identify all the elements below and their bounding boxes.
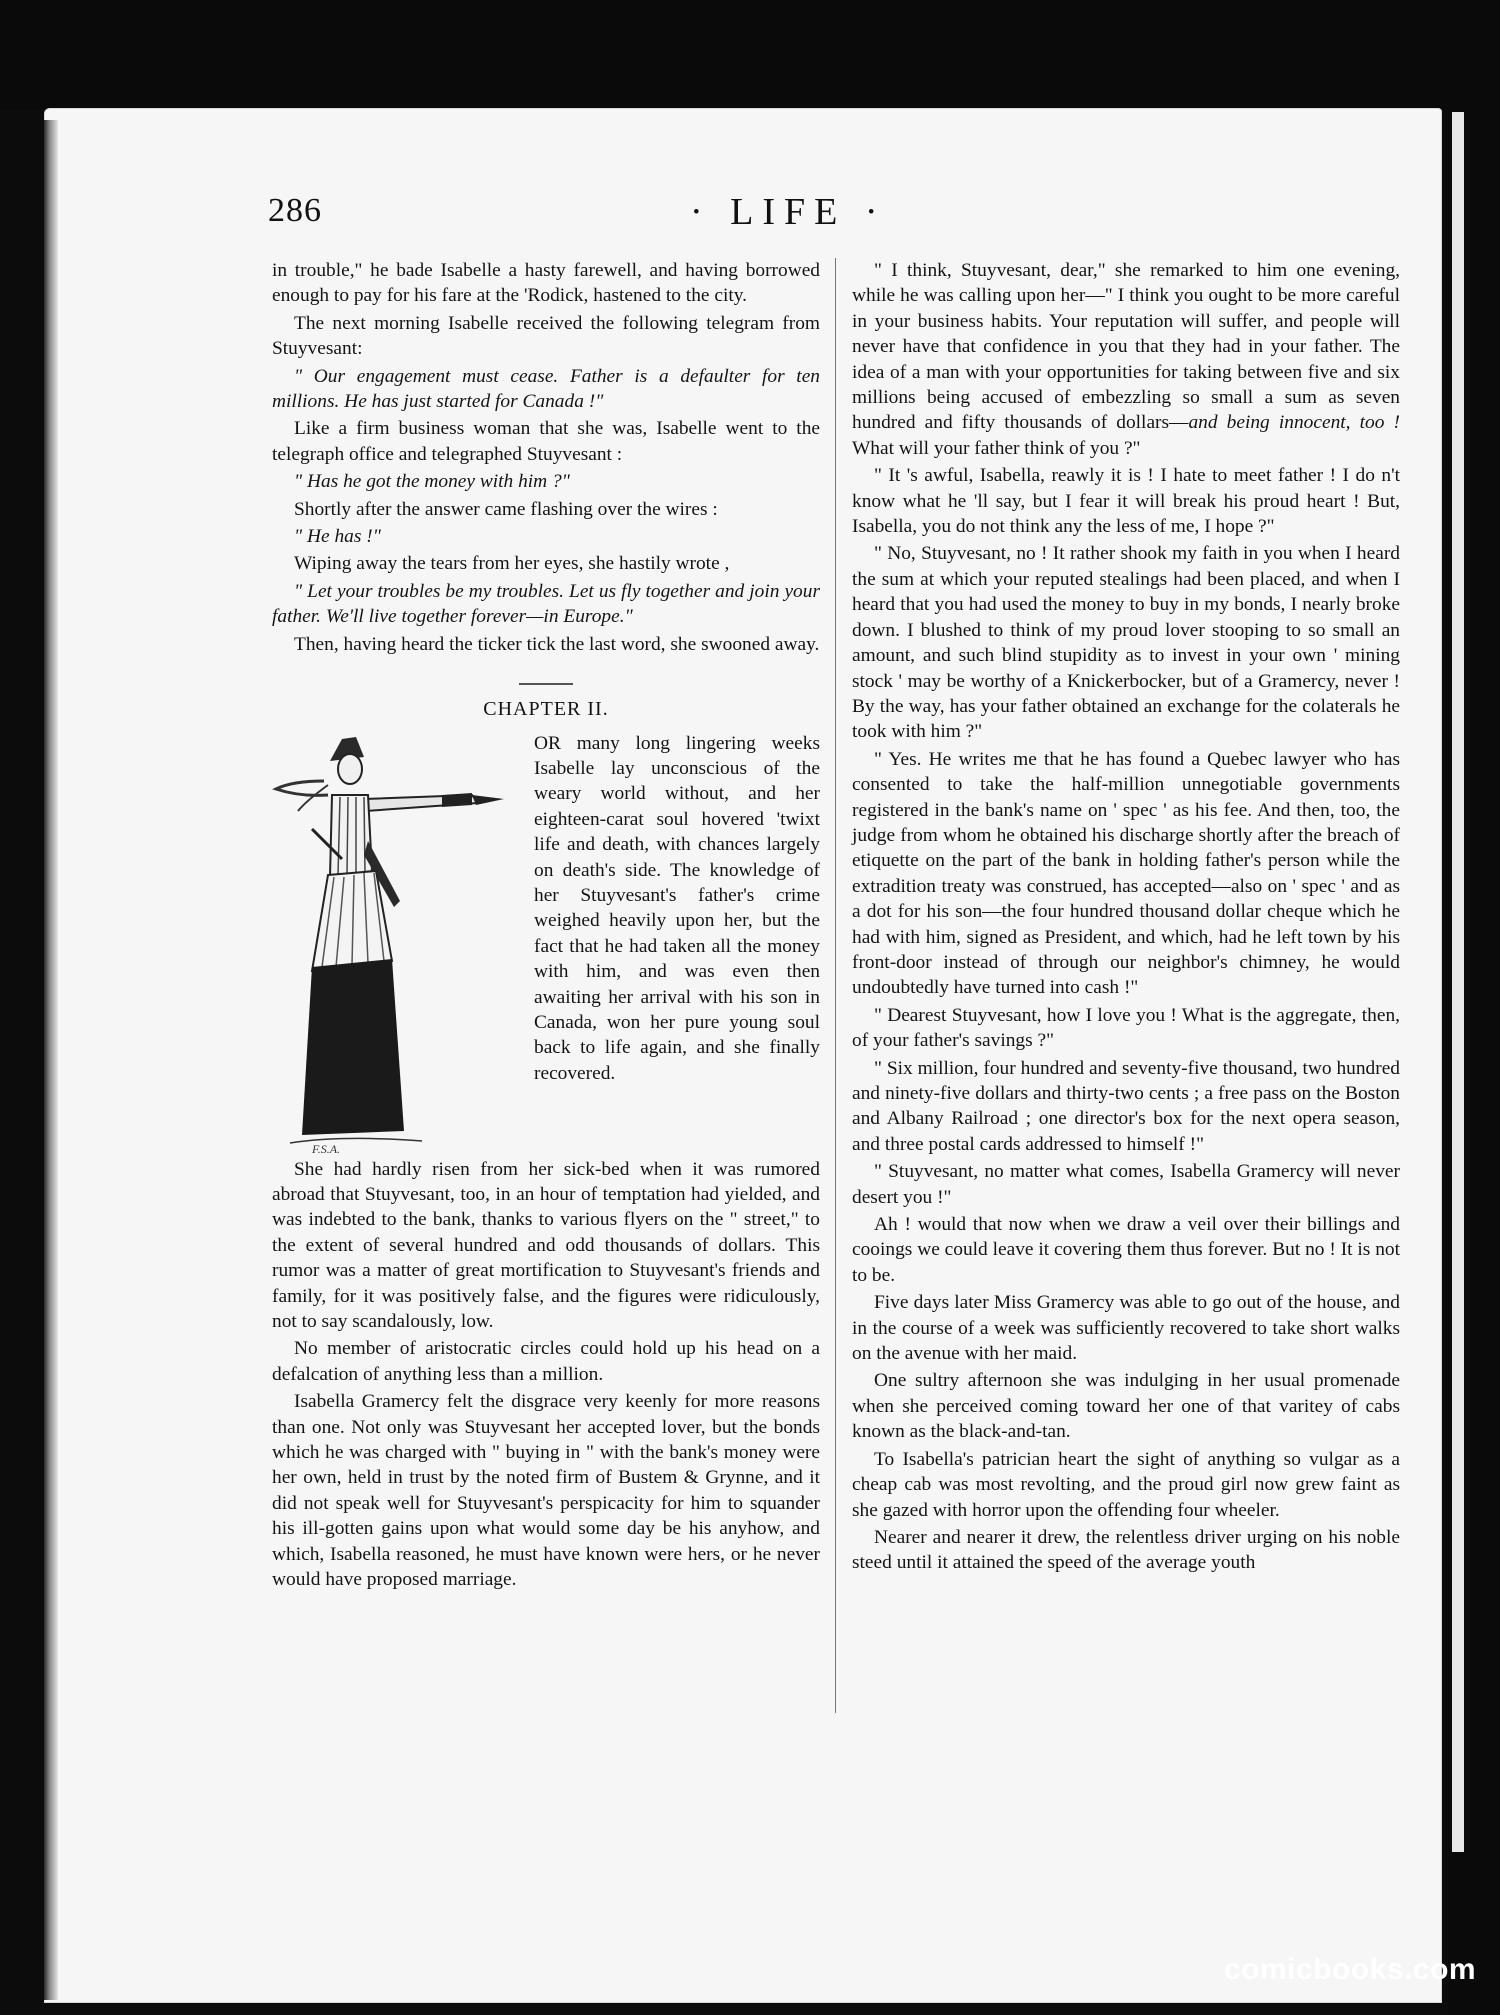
- page-binding-edge: [44, 120, 58, 2000]
- paragraph: Wiping away the tears from her eyes, she hastily wrote ,: [294, 553, 730, 575]
- telegram-quote: " Has he got the money with him ?": [294, 471, 570, 493]
- text-run: " I think, Stuyvesant, dear," she remarked to him one evening, while he was calling upon her—" I think you ought to be more careful in your business habits. Your reputation will suffer, and people will never have that confidence in you that they had in your father. The idea of a man with your opportunities for taking between five and six millions being accused of embezzling so small a sum as seven hundred and fifty thousands of dollars—: [852, 260, 1400, 434]
- paragraph: in trouble," he bade Isabelle a hasty farewell, and having borrowed enough to pay for his fare at the 'Rodick, hastened to the city.: [272, 260, 820, 307]
- paragraph: The next morning Isabelle received the following telegram from Stuyvesant:: [272, 312, 820, 360]
- telegram-quote: " He has !": [294, 526, 381, 548]
- left-column: [272, 258, 820, 1594]
- paragraph: To Isabella's patrician heart the sight of anything so vulgar as a cheap cab was most revolting, and the proud girl now grew faint as she gazed with horror upon the offending four wheeler.: [852, 1448, 1400, 1521]
- paragraph: " Dearest Stuyvesant, how I love you ! What is the aggregate, then, of your father's savings ?": [852, 1004, 1400, 1052]
- telegram-quote: " Our engagement must cease. Father is a defaulter for ten millions. He has just started for Canada !": [272, 365, 820, 413]
- paragraph: One sultry afternoon she was indulging in her usual promenade when she perceived coming toward her one of that varitey of cabs known as the black-and-tan.: [852, 1370, 1400, 1443]
- chapter-opening: [272, 731, 820, 1157]
- italic-emphasis: and being innocent, too !: [1188, 412, 1400, 434]
- woman-pointing-illustration: [272, 731, 532, 1157]
- paragraph: Nearer and nearer it drew, the relentless driver urging on his noble steed until it attained the speed of the average youth: [852, 1526, 1400, 1574]
- paragraph: " Yes. He writes me that he has found a Quebec lawyer who has consented to take the half-million unnegotiable governments registered in the bank's name on ' spec ' as his fee. And then, too, the judge from whom he obtained his discharge shortly after the breach of etiquette on the part of the bank in holding father's person while the extradition treaty was construed, has accepted—also on ' spec ' and as a dot for his son—the four hundred thousand dollar cheque which he had with him, signed as President, and which, had he left town by his front-door instead of through our neighbor's chimney, he would undoubtedly have turned into cash !": [852, 748, 1400, 999]
- paragraph: No member of aristocratic circles could hold up his head on a defalcation of anything less than a million.: [272, 1338, 820, 1385]
- paragraph: Isabella Gramercy felt the disgrace very keenly for more reasons than one. Not only was Stuyvesant her accepted lover, but the bonds which he was charged with " buying in " with the bank's money were her own, held in trust by the noted firm of Bustem & Grynne, and it did not speak well for Stuyvesant's perspicacity for him to squander his ill-gotten gains upon what would some day be his anyhow, and which, Isabella reasoned, he must have known were hers, or he never would have proposed marriage.: [272, 1391, 820, 1590]
- right-column: [852, 258, 1400, 1578]
- paragraph: [852, 258, 1400, 461]
- paragraph: Ah ! would that now when we draw a veil over their billings and cooings we could leave it covering them thus forever. But no ! It is not to be.: [852, 1214, 1400, 1286]
- paragraph: " Stuyvesant, no matter what comes, Isabella Gramercy will never desert you !": [852, 1161, 1400, 1208]
- chapter-heading: CHAPTER II.: [272, 683, 820, 722]
- svg-text:F.S.A.: F.S.A.: [312, 1141, 341, 1156]
- paragraph: Like a firm business woman that she was, Isabelle went to the telegraph office and telegraphed Stuyvesant :: [272, 418, 820, 465]
- paragraph: Shortly after the answer came flashing over the wires :: [294, 498, 718, 520]
- next-page-edge: [1452, 112, 1464, 1852]
- paragraph: " It 's awful, Isabella, reawly it is ! I hate to meet father ! I do n't know what he 'll say, but I fear it will break his proud heart ! But, Isabella, you do not think any the less of me, I hope ?": [852, 465, 1400, 538]
- magazine-title: · LIFE ·: [690, 191, 887, 233]
- column-divider: [835, 258, 836, 1713]
- chapter-opening-text: OR many long lingering weeks Isabelle lay unconscious of the weary world without, and her eighteen-carat soul hovered 'twixt life and death, with chances largely on death's side. The knowledge of her Stuyvesant's father's crime weighed heavily upon her, but the fact that he had taken all the money with him, and was even then awaiting her arrival with his son in Canada, won her pure young soul back to life again, and she finally recovered.: [534, 732, 820, 1084]
- telegram-quote: " Let your troubles be my troubles. Let us fly together and join your father. We'll live together forever—in Europe.": [272, 580, 820, 628]
- scan-top-border: [0, 0, 1500, 110]
- paragraph: " No, Stuyvesant, no ! It rather shook my faith in you when I heard the sum at which your reputed stealings had been placed, and when I heard that you had used the money to buy in my bonds, I nearly broke down. I blushed to think of my proud lover stooping to so small an amount, and such blind stupidity as to invest in your own ' mining stock ' may be worthy of a Knickerbocker, but of a Gramercy, never ! By the way, has your father obtained an exchange for the colaterals he took with him ?": [852, 543, 1400, 743]
- site-watermark[interactable]: comicbooks.com: [1224, 1953, 1477, 1986]
- text-run: What will your father think of you ?": [852, 437, 1141, 459]
- paragraph: Then, having heard the ticker tick the last word, she swooned away.: [294, 633, 820, 655]
- paragraph: " Six million, four hundred and seventy-five thousand, two hundred and ninety-five dollars and thirty-two cents ; a free pass on the Boston and Albany Railroad ; one director's box for the next opera season, and three postal cards addressed to himself !": [852, 1057, 1400, 1155]
- paragraph: Five days later Miss Gramercy was able to go out of the house, and in the course of a week was sufficiently recovered to take short walks on the avenue with her maid.: [852, 1292, 1400, 1365]
- paragraph: She had hardly risen from her sick-bed when it was rumored abroad that Stuyvesant, too, in an hour of temptation had yielded, and was indebted to the bank, thanks to various flyers on the " street," to the extent of several hundred and odd thousands of dollars. This rumor was a matter of great mortification to Stuyvesant's friends and family, for it was positively false, and the figures were ridiculously, not to say scandalously, low.: [272, 1158, 820, 1332]
- page-number: 286: [268, 192, 322, 229]
